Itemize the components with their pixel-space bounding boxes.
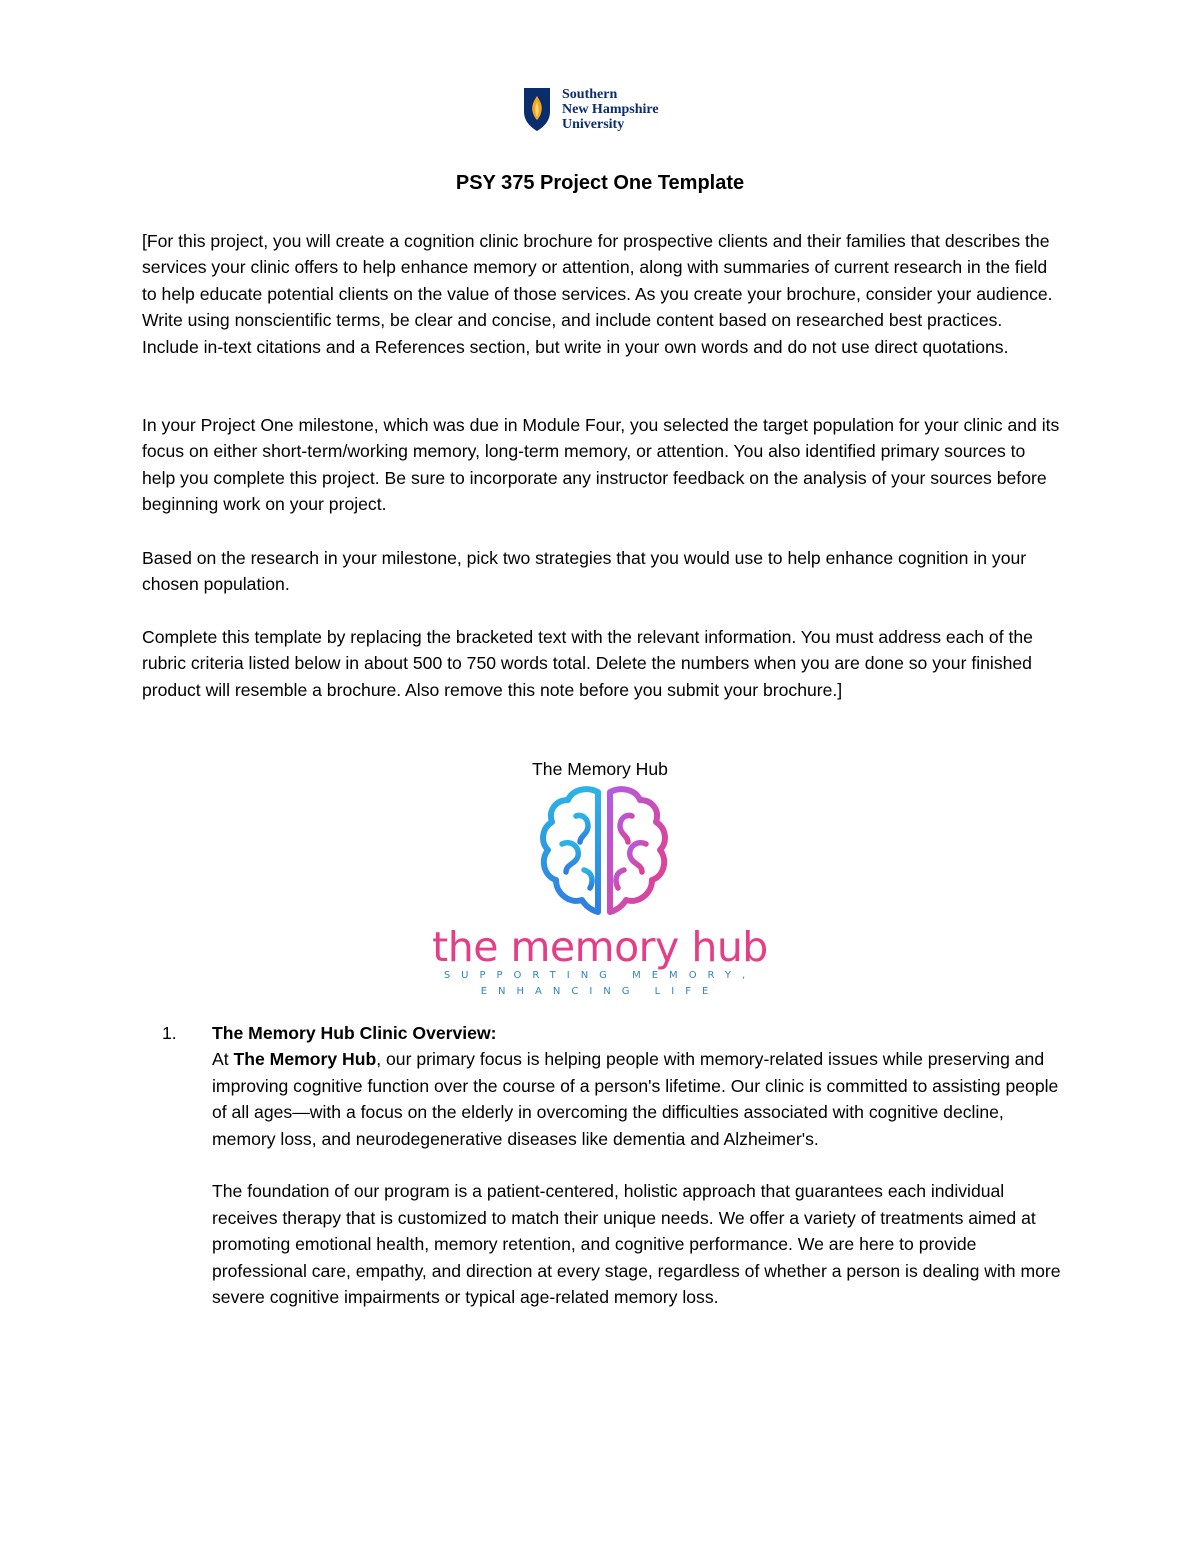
- clinic-name-bold: The Memory Hub: [233, 1049, 377, 1070]
- instructions-paragraph-3: [142, 545, 1062, 598]
- instructions-text-1: [For this project, you will create a cognition clinic brochure for prospective clients and their families that describes the services your clinic offers to help enhance memory or attention, along with summaries of current research in the field to help educate potential clients on the value of those services. As you create your brochure, consider your audience. Write using nonscientific terms, be clear and concise, and include content based on researched best practices. Include in-text citations and a References section, but write in your own words and do not use direct quotations.: [142, 231, 1053, 357]
- snhu-logo: [522, 84, 692, 134]
- instructions-paragraph-2: [142, 412, 1062, 518]
- overview-paragraph-2: The foundation of our program is a patient-centered, holistic approach that guarantees each individual receives therapy that is customized to match their unique needs. We offer a variety of treatments aimed at promoting emotional health, memory retention, and cognitive performance. We are here to provide professional care, empathy, and direction at every stage, regardless of whether a person is dealing with more severe cognitive impairments or typical age-related memory loss.: [212, 1181, 1061, 1308]
- snhu-line-3: University: [562, 116, 625, 132]
- clinic-tagline-line-1: SUPPORTING MEMORY,: [443, 970, 757, 981]
- instructions-paragraph-4: [142, 624, 1062, 703]
- section-body: [212, 1020, 1072, 1310]
- paragraph-spacer: [212, 1152, 1072, 1178]
- document-title: PSY 375 Project One Template: [455, 172, 745, 194]
- snhu-wordmark: [562, 87, 659, 132]
- snhu-line-2: New Hampshire: [562, 101, 659, 117]
- snhu-line-1: Southern: [562, 86, 618, 102]
- clinic-tagline-line-2: ENHANCING LIFE: [480, 986, 720, 997]
- snhu-shield-icon: [522, 86, 552, 132]
- overview-text-1: , our primary focus is helping people with memory-related issues while preserving and improving cognitive function over the course of a person's lifetime. Our clinic is committed to assisting people of all ages—with a focus on the elderly in overcoming the difficulties associated with cognitive decline, memory loss, and neurodegenerative diseases like dementia and Alzheimer's.: [212, 1049, 1059, 1149]
- instructions-text-4: Complete this template by replacing the bracketed text with the relevant information. You must address each of the rubric criteria listed below in about 500 to 750 words total. Delete the numbers when you are done so your finished product will resemble a brochure. Also remove this note before you submit your brochure.]: [142, 627, 1033, 700]
- instructions-text-2: In your Project One milestone, which was due in Module Four, you selected the target population for your clinic and its focus on either short-term/working memory, long-term memory, or attention. You also identified primary sources to help you complete this project. Be sure to incorporate any instructor feedback on the analysis of your sources before beginning work on your project.: [142, 415, 1060, 515]
- overview-paragraph-1: [212, 1046, 1072, 1152]
- brain-logo-icon: [536, 784, 672, 920]
- overview-prefix: At: [212, 1049, 234, 1070]
- clinic-wordmark: the memory hub: [432, 923, 768, 971]
- instructions-paragraph-1: [142, 228, 1062, 360]
- section-number: 1.: [162, 1023, 177, 1043]
- section-heading: The Memory Hub Clinic Overview:: [212, 1023, 497, 1043]
- clinic-caption: The Memory Hub: [532, 759, 668, 779]
- instructions-text-3: Based on the research in your milestone, pick two strategies that you would use to help enhance cognition in your chosen population.: [142, 548, 1027, 595]
